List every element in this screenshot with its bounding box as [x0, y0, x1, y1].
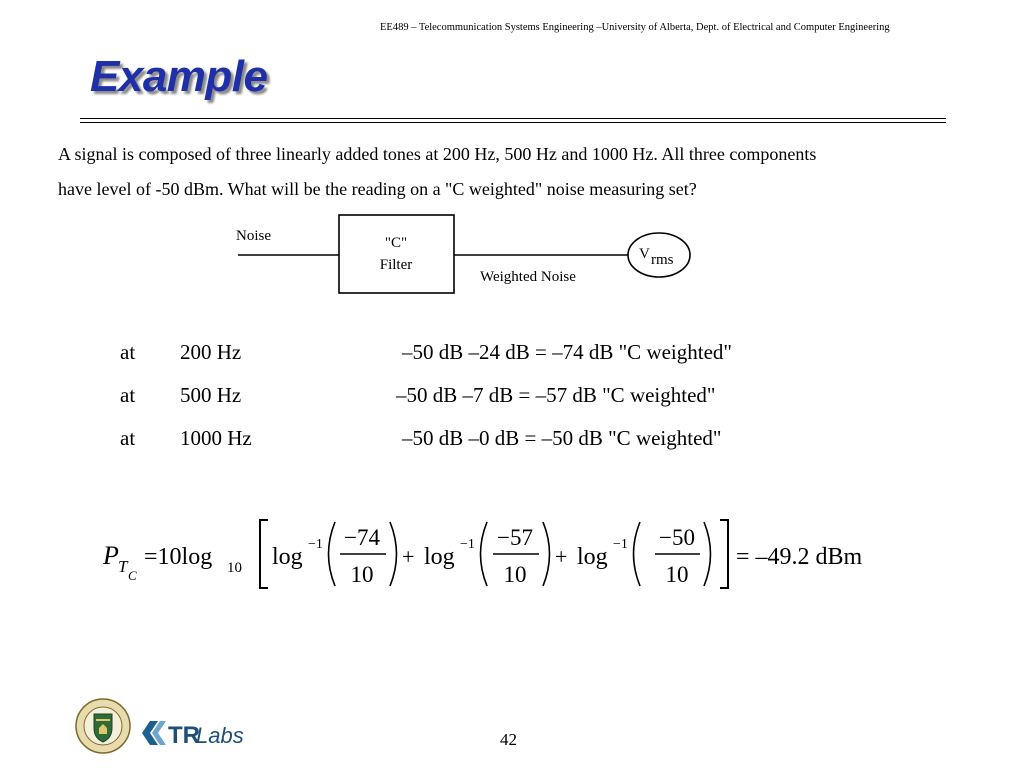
term-3-right-paren — [704, 522, 711, 586]
page-number: 42 — [500, 730, 517, 749]
noise-label: Noise — [236, 228, 271, 244]
row-1-frequency: 200 Hz — [180, 340, 242, 364]
problem-text-line-1: A signal is composed of three linearly added tones at 200 Hz, 500 Hz and 1000 Hz. All three components — [58, 144, 817, 164]
term-2-right-paren — [543, 522, 550, 586]
term-1-denominator: 10 — [350, 562, 374, 587]
title-rule-top — [80, 118, 946, 119]
row-2-frequency: 500 Hz — [180, 383, 242, 407]
formula-subscript-c: C — [128, 568, 137, 583]
term-3-inverse: −1 — [613, 537, 628, 552]
term-3-left-paren — [634, 522, 641, 586]
filter-label-line-1: "C" — [384, 235, 408, 251]
term-3-numerator: −50 — [659, 525, 695, 550]
slide-title: Example — [90, 52, 268, 101]
formula-p: P — [103, 541, 119, 570]
term-1-log: log — [272, 544, 303, 570]
university-seal-logo — [75, 698, 131, 754]
term-3 — [577, 522, 711, 587]
term-1 — [272, 522, 397, 587]
term-2 — [424, 522, 550, 587]
term-2-left-paren — [481, 522, 488, 586]
total-power-formula — [100, 512, 900, 597]
row-1-at: at — [120, 340, 136, 364]
formula-log-base: 10 — [227, 560, 242, 576]
term-1-right-paren — [390, 522, 397, 586]
row-3-equation: –50 dB –0 dB = –50 dB "C weighted" — [402, 426, 722, 450]
row-1-equation: –50 dB –24 dB = –74 dB "C weighted" — [402, 340, 732, 364]
term-3-denominator: 10 — [665, 562, 689, 587]
right-bracket — [720, 520, 728, 588]
term-2-log: log — [424, 544, 455, 570]
trlabs-logo — [140, 716, 250, 750]
term-1-left-paren — [329, 522, 336, 586]
term-2-inverse: −1 — [460, 537, 475, 552]
filter-block-diagram — [230, 210, 710, 302]
term-2-denominator: 10 — [503, 562, 527, 587]
meter-label-main: V — [639, 246, 650, 262]
problem-text-line-2: have level of -50 dBm. What will be the reading on a "C weighted" noise measuring set? — [58, 179, 697, 199]
term-2-numerator: −57 — [497, 525, 533, 550]
formula-subscript-t: T — [118, 557, 128, 576]
meter-label-sub: rms — [651, 252, 674, 268]
logo-tr-text: TR — [168, 722, 200, 749]
logo-labs-text: Labs — [196, 723, 244, 748]
row-3-at: at — [120, 426, 136, 450]
title-rule-bottom — [80, 122, 946, 123]
c-filter-box — [339, 215, 454, 293]
row-2-equation: –50 dB –7 dB = –57 dB "C weighted" — [396, 383, 716, 407]
row-2-at: at — [120, 383, 136, 407]
term-1-numerator: −74 — [344, 525, 380, 550]
term-3-log: log — [577, 544, 608, 570]
weighted-noise-label: Weighted Noise — [480, 269, 576, 285]
filter-label-line-2: Filter — [379, 257, 413, 273]
formula-result: = –49.2 dBm — [736, 544, 863, 570]
plus-sign-2: + — [555, 544, 568, 569]
row-3-frequency: 1000 Hz — [180, 426, 252, 450]
plus-sign-1: + — [402, 544, 415, 569]
term-1-inverse: −1 — [308, 537, 323, 552]
formula-coefficient: =10log — [144, 544, 213, 570]
course-header: EE489 – Telecommunication Systems Engineering –University of Alberta, Dept. of Electrical and Computer Engineering — [380, 22, 890, 33]
left-bracket — [260, 520, 268, 588]
